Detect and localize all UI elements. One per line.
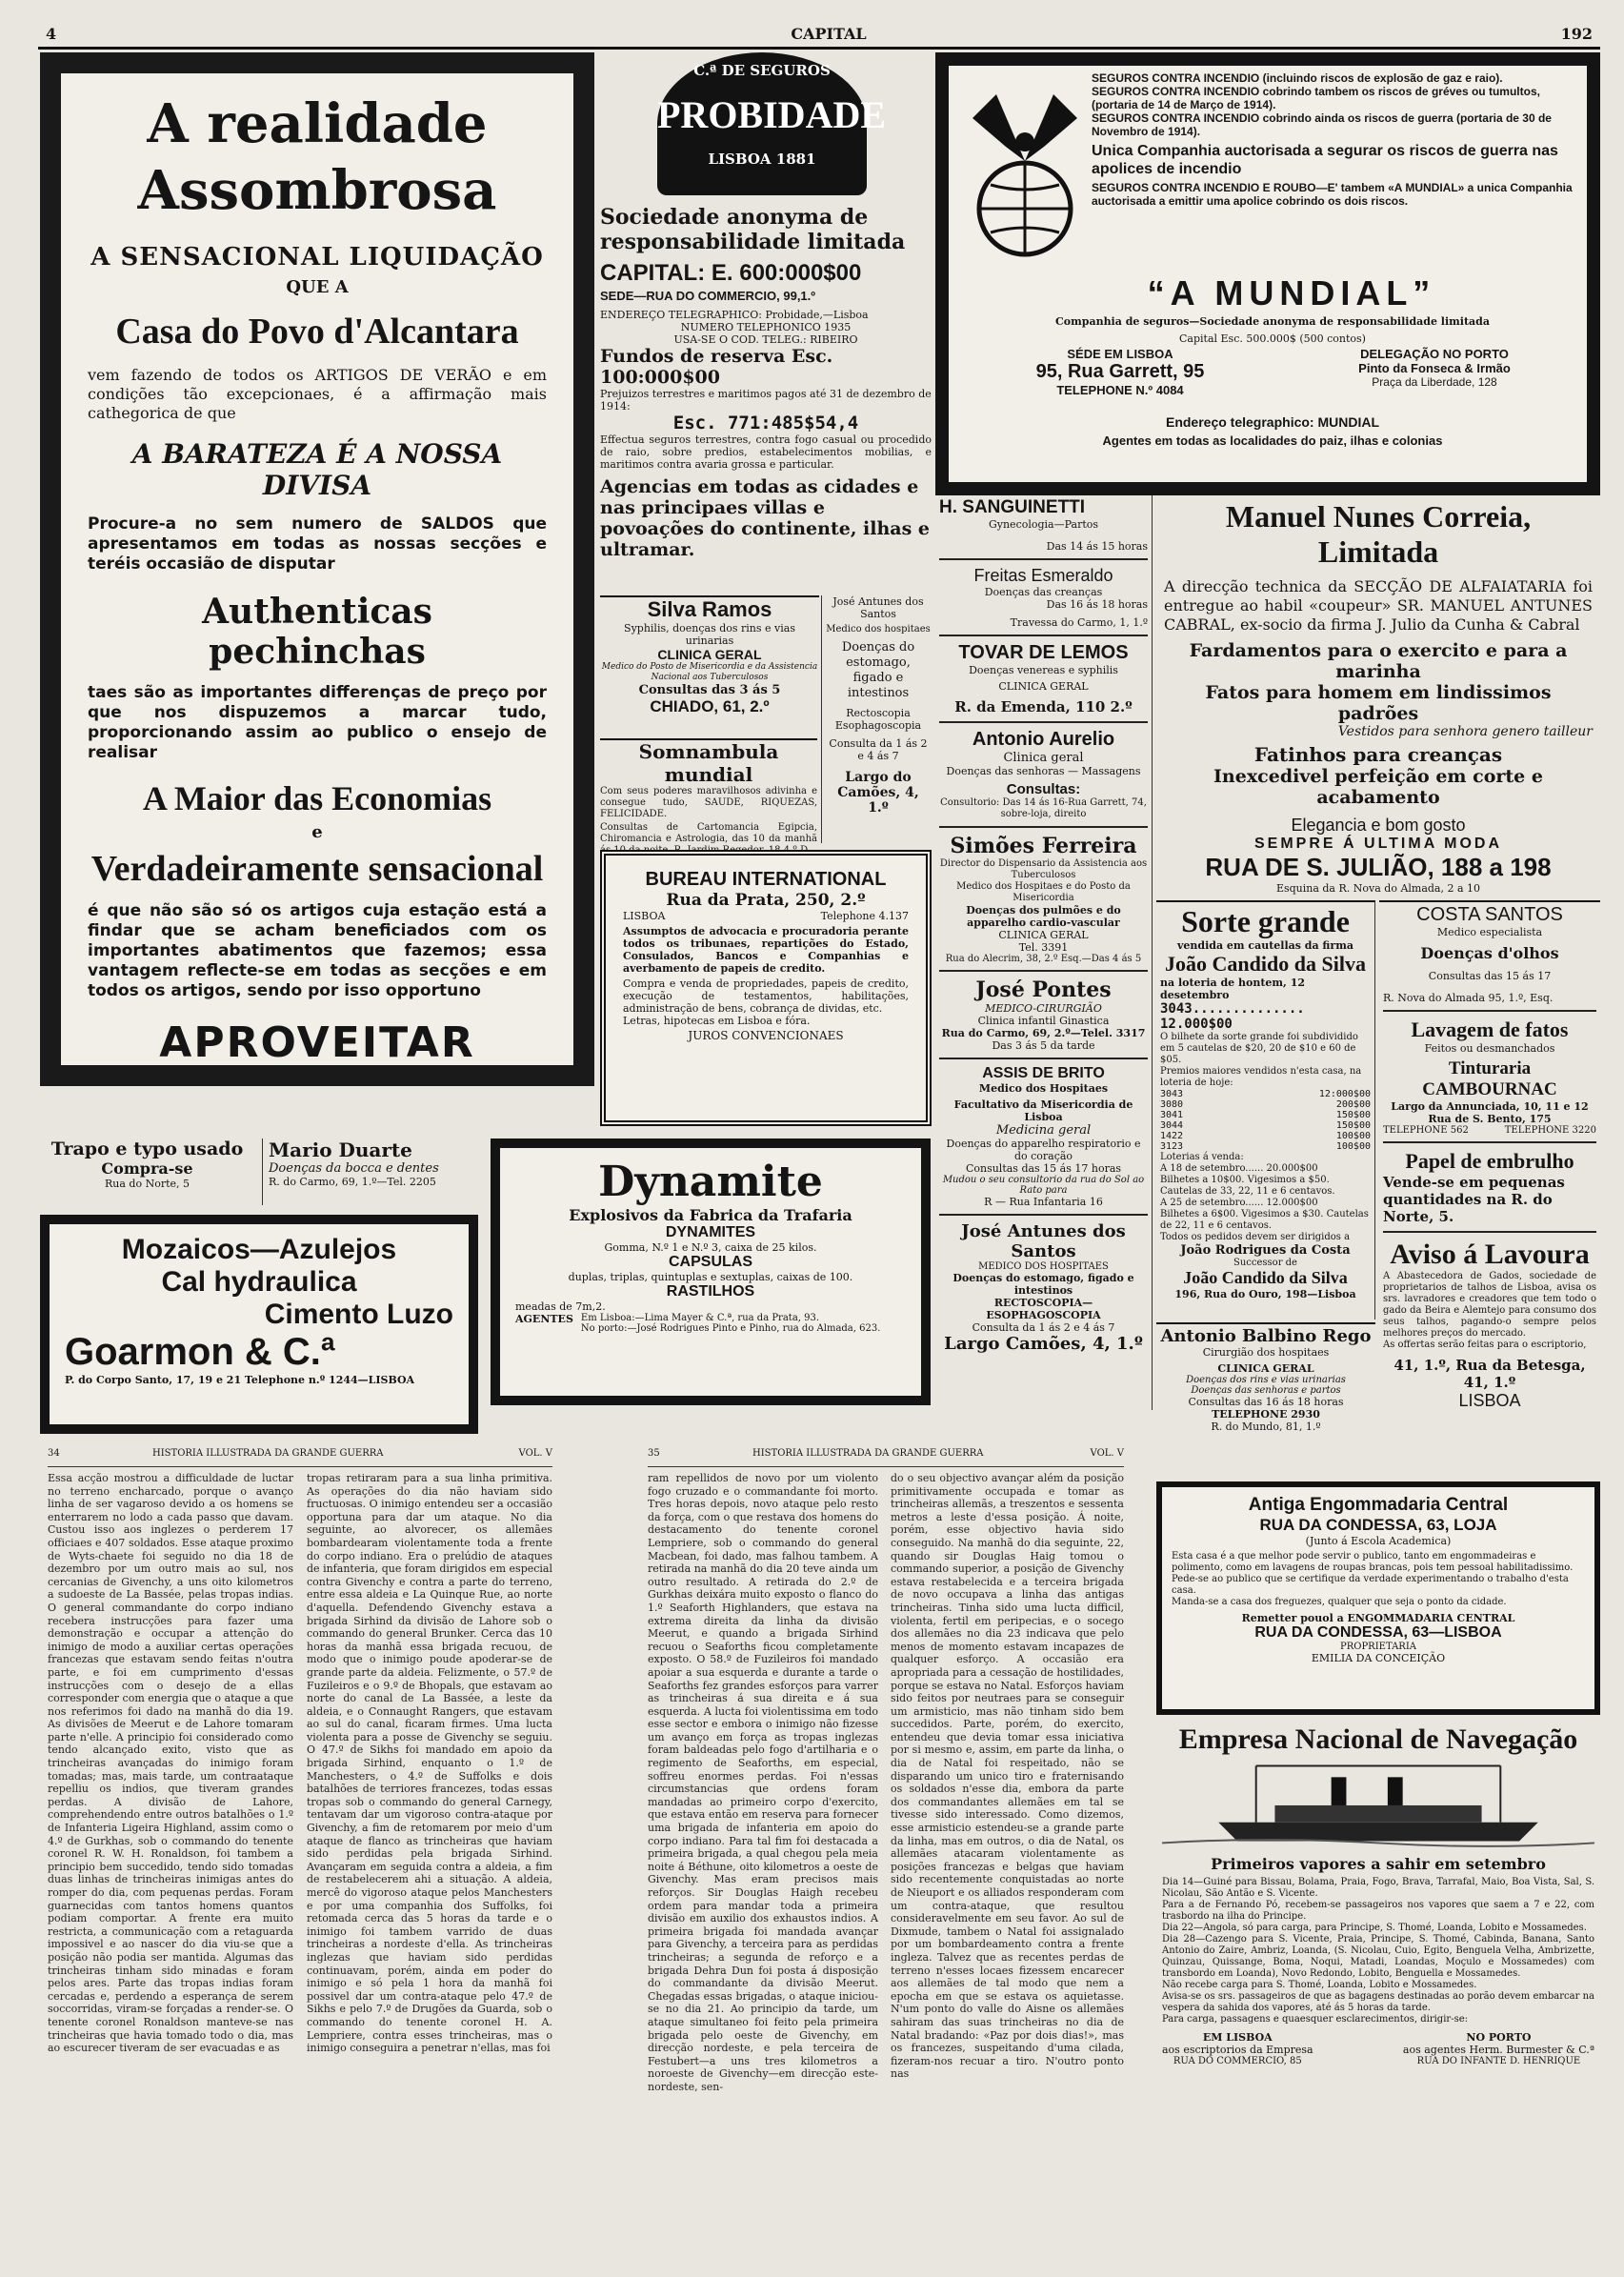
- pontes-2: Clinica infantil Ginastica: [977, 1015, 1110, 1027]
- empresa-8: Para carga, passagens e quaesquer esclarecimentos, dirigir-se:: [1162, 2014, 1468, 2025]
- empresa-10: aos escriptorios da Empresa: [1162, 2044, 1313, 2056]
- empresa-2: Dia 14—Guiné para Bissau, Bolama, Praia, Fogo, Brava, Tarrafal, Maio, Boa Vista, Sal, S. Nicolau, São Antão e S. Vicente.: [1162, 1877, 1594, 1899]
- ad-realidade-headline-2: Assombrosa: [137, 159, 497, 222]
- somnambula-name: Somnambula mundial: [638, 740, 779, 786]
- sanguinetti-2: Das 14 ás 15 horas: [1046, 540, 1148, 553]
- silva-ramos-name: Silva Ramos: [647, 597, 772, 621]
- ad-jose-antunes-small: [821, 595, 931, 843]
- history-left-header: [48, 1448, 552, 1467]
- ad-realidade-headline-1: A realidade: [147, 92, 488, 155]
- dynamite-9: Em Lisboa:—Lima Mayer & C.ª, rua da Prata, 93.: [580, 1313, 820, 1323]
- engomm-name: Antiga Engommadaria Central: [1248, 1495, 1509, 1515]
- aurelio-1: Clinica geral: [1003, 751, 1084, 765]
- ad-realidade-para-2: Procure-a no sem numero de SALDOS que apresentamos em todas as nossas secções e teréis occasião de disputar: [88, 514, 547, 574]
- prize-amount: 12:000$00: [1318, 1089, 1371, 1099]
- sanguinetti-1: Gynecologia—Partos: [988, 518, 1099, 531]
- manuel-4: Fatinhos para creanças: [1253, 743, 1503, 766]
- empresa-11: RUA DO COMMERCIO, 85: [1173, 2056, 1302, 2066]
- history-left-page-no: 34: [48, 1448, 60, 1459]
- prize-row: [1160, 1099, 1371, 1110]
- santos-big-1: MEDICO DOS HOSPITAES: [978, 1261, 1109, 1272]
- tovar-name: TOVAR DE LEMOS: [958, 642, 1129, 663]
- ad-realidade-para-1: vem fazendo de todos os ARTIGOS DE VERÃO e em condições tão excepcionaes, é a affirmação mais cathegorica de que: [88, 366, 547, 422]
- ad-sorte-grande: [1156, 900, 1375, 1320]
- jose-antunes-small-4: Consulta da 1 ás 2 e 4 ás 7: [829, 737, 928, 762]
- dynamite-8: AGENTES: [515, 1313, 573, 1325]
- probidade-capital: CAPITAL: E. 600:000$00: [600, 260, 862, 286]
- freitas-3: Travessa do Carmo, 1, 1.º: [1010, 616, 1148, 629]
- sorte-16: 196, Rua do Ouro, 198—Lisboa: [1174, 1288, 1356, 1300]
- pontes-4: Das 3 ás 5 da tarde: [992, 1039, 1095, 1052]
- manuel-5: Inexcedivel perfeição em corte e acabamento: [1213, 766, 1543, 808]
- aurelio-3: Consultas:: [1006, 781, 1081, 797]
- pontes-1: MEDICO-CIRURGIÃO: [985, 1002, 1102, 1015]
- jose-antunes-small-5: Largo do Camões, 4, 1.º: [837, 770, 919, 816]
- mundial-porto-3: Praça da Liberdade, 128: [1372, 375, 1497, 389]
- probidade-prejuizos: Prejuizos terrestres e maritimos pagos até 31 de dezembro de 1914:: [600, 388, 932, 413]
- bureau-assumptos: Assumptos de advocacia e procuradoria perante todos os tribunaes, repartições do Estado, Consulados, Bancos e Companhias e averbamento de papeis de credito.: [623, 925, 909, 975]
- mozaicos-5: P. do Corpo Santo, 17, 19 e 21 Telephone n.º 1244—LISBOA: [65, 1374, 415, 1386]
- ad-balbino-rego: [1156, 1322, 1375, 1475]
- sorte-2: João Candido da Silva: [1165, 952, 1366, 976]
- aviso-1: A Abastecedora de Gados, sociedade de proprietarios de talhos de Lisboa, avisa os srs. lavradores e creadores que tem todo o gado da Beira e Alemtejo para consumo dos seus talhos, pagando-o sempre pelos melhores preços do mercado.: [1383, 1271, 1596, 1339]
- pontes-name: José Pontes: [975, 977, 1112, 1002]
- brito-4: Doenças do apparelho respiratorio e do coração: [946, 1138, 1141, 1162]
- aviso-2: As offertas serão feitas para o escriptorio,: [1383, 1340, 1587, 1350]
- probidade-logo-name: PROBIDADE: [657, 93, 887, 136]
- brito-3: Medicina geral: [995, 1123, 1092, 1138]
- page-number-left: 4: [46, 25, 57, 43]
- mundial-sede-3: TELEPHONE N.º 4084: [1056, 383, 1184, 397]
- prize-number: 3044: [1160, 1120, 1184, 1131]
- history-right-page-no: 35: [648, 1448, 660, 1459]
- aurelio-2: Doenças das senhoras — Massagens: [946, 765, 1141, 777]
- prize-row: [1160, 1120, 1371, 1131]
- silva-ramos-line-1: Syphilis, doenças dos rins e vias urinarias: [624, 622, 795, 647]
- ad-realidade-para-3: taes são as importantes differenças de preço por que nos dispuzemos a marcar tudo, proporcionando assim ao publico o ensejo de realisar: [88, 683, 547, 762]
- simoes-5: Tel. 3391: [1018, 941, 1069, 954]
- ad-manuel-nunes-correia: [1156, 495, 1600, 896]
- engomm-4: Pede-se ao publico que se certifique da verdade experimentando o trabalho d'esta casa.: [1172, 1574, 1569, 1596]
- empresa-1: Primeiros vapores a sahir em setembro: [1211, 1855, 1546, 1873]
- ad-realidade-sensacional: Verdadeiramente sensacional: [90, 849, 544, 889]
- santos-big-5: Largo Camões, 4, 1.º: [944, 1334, 1143, 1354]
- mozaicos-3: Cimento Luzo: [264, 1299, 453, 1330]
- aviso-name: Aviso á Lavoura: [1390, 1239, 1590, 1270]
- probidade-logo: [657, 52, 887, 195]
- brito-5: Consultas das 15 ás 17 horas: [965, 1162, 1122, 1175]
- page-number-right: 192: [1560, 25, 1593, 43]
- mundial-roubo: SEGUROS CONTRA INCENDIO E ROUBO—E' tambem «A MUNDIAL» a unica Companhia auctorisada a emittir uma apolice cobrindo os dois riscos.: [1092, 181, 1573, 208]
- prize-row: [1160, 1089, 1371, 1099]
- aurelio-4: Consultorio: Das 14 ás 16-Rua Garrett, 74, sobre-loja, direito: [940, 797, 1147, 819]
- prize-row: [1160, 1110, 1371, 1120]
- empresa-14: RUA DO INFANTE D. HENRIQUE: [1416, 2056, 1581, 2066]
- probidade-codigo: USA-SE O COD. TELEG.: RIBEIRO: [673, 333, 858, 346]
- manuel-3: Vestidos para senhora genero tailleur: [1337, 724, 1593, 739]
- santos-big-3: RECTOSCOPIA—ESOPHAGOSCOPIA: [986, 1297, 1101, 1321]
- somnambula-line-2: Consultas de Cartomancia Egipcia, Chiromancia e Astrologia, das 10 da manhã: [600, 822, 817, 844]
- mundial-incendio-3: SEGUROS CONTRA INCENDIO cobrindo ainda os riscos de guerra (portaria de 30 de Novembro de 1914).: [1092, 111, 1552, 138]
- mundial-sede-2: 95, Rua Garrett, 95: [1035, 361, 1205, 382]
- probidade-sede: SEDE—RUA DO COMMERCIO, 99,1.º: [600, 289, 816, 303]
- ad-mario-duarte: [262, 1138, 481, 1205]
- probidade-telephonico: NUMERO TELEPHONICO 1935: [680, 321, 852, 333]
- mundial-endereco: Endereço telegraphico: MUNDIAL: [1165, 414, 1380, 430]
- history-left-vol: VOL. V: [518, 1448, 552, 1459]
- manuel-name: Manuel Nunes Correia, Limitada: [1225, 499, 1532, 569]
- ad-realidade-casa-povo: Casa do Povo d'Alcantara: [115, 312, 519, 352]
- prize-row: [1160, 1131, 1371, 1141]
- probidade-seguros: Effectua seguros terrestres, contra fogo casual ou procedido de raio, sobre predios, estabelecimentos mobilias, e maritimos contra avaria grossa e particular.: [600, 433, 932, 471]
- silva-ramos-line-4: Consultas das 3 ás 5: [638, 683, 781, 697]
- prize-amount: 100$00: [1335, 1131, 1371, 1141]
- manuel-2: Fatos para homem em lindissimos padrões: [1205, 682, 1552, 724]
- empresa-3: Para a de Fernando Pó, recebem-se passageiros nos vapores que saem a 7 e 22, com trasbordo na ilha do Principe.: [1162, 1900, 1594, 1922]
- brito-1: Medico dos Hospitaes: [978, 1082, 1109, 1095]
- ad-realidade-liquidacao: A SENSACIONAL LIQUIDAÇÃO: [90, 243, 544, 272]
- sanguinetti-name: H. SANGUINETTI: [939, 497, 1086, 517]
- silva-ramos-line-5: CHIADO, 61, 2.º: [650, 697, 770, 715]
- ad-probidade: [600, 52, 932, 586]
- santos-big-name: José Antunes dos Santos: [961, 1221, 1126, 1261]
- ad-engommadaria: [1156, 1481, 1600, 1715]
- empresa-12: NO PORTO: [1466, 2031, 1532, 2044]
- history-left-col-1: Essa acção mostrou a difficuldade de luctar no terreno encharcado, porque o avanço linha de ser vagaroso devido a os homens se enterrarem no lodo a cada passo que davam. Custou isso aos inglezes o perderem 17 officiaes e 407 soldados. Esse ataque proximo de Wyts-chaete foi seguido no dia 18 de dezembro por um outro mais ao sul, nos cercanias de Givenchy, a uns oito kilometros a sudoeste de La Bassée, pelas tropas indias. O general commandante do corpo indiano recebera instrucções para fazer uma demonstração e occupar a attenção do inimigo de modo a auxiliar certas operações francezas que estavam sendo feitas n'outra parte, e foi em cumprimento d'essas instrucções com o desejo de a ellas corresponder com energia que o ataque a que nos referimos foi dado na manhã do dia 19. As divisões de Meerut e de Lahore tomaram parte n'elle. A principio foi considerado como tendo alcançado exito, visto que as trincheiras avançadas do inimigo foram tomadas; mas, mais tarde, um contraataque repelliu os indios, que tiveram grandes perdas. A divisão de Lahore, comprehendendo entre outros batalhões o 1.º de Infanteria Ligeira Highland, assim como o 4.º de Gurkhas, sob o commando do tenente coronel R. W. H. Ronaldson, foi tambem a principio bem succedido, tendo sido tomadas duas linhas de trincheiras inimigas antes do romper do dia, com pequenas perdas. Foram guarnecidas com tantos homens quantos podiam comportar. A frente era muito restricta, a communicação com a retaguarda impossivel e ao nascer do dia viu-se que a posição não podia ser mantida. Algumas das trincheiras tinham sido minadas e foram pelos ares. Parte das tropas indias foram cercadas e, perdendo a esperança de serem soccorridas, viram-se forçadas a render-se. O tenente coronel Ronaldson manteve-se nas trincheiras que havia tomado todo o dia, mas ao escurecer tiveram de ser evacuadas e as: [48, 1472, 293, 2055]
- bureau-city: LISBOA: [623, 910, 666, 922]
- mundial-companhia: Companhia de seguros—Sociedade anonyma de responsabilidade limitada: [1055, 315, 1490, 328]
- empresa-9: EM LISBOA: [1202, 2031, 1273, 2044]
- prize-number: 3041: [1160, 1110, 1184, 1120]
- ad-realidade-e: e: [311, 822, 323, 842]
- probidade-valor: Esc. 771:485$54,4: [672, 413, 859, 433]
- mundial-capital: Capital Esc. 500.000$ (500 contos): [1179, 332, 1366, 345]
- empresa-5: Dia 28—Cazengo para S. Vicente, Praia, Principe, S. Thomé, Cabinda, Banana, Santo Antonio do Zaire, Ambriz, Loanda, (S. Nicolau, Cuio, Egito, Benguela Velha, Ambrizette, Quinzau, Quissange, Boma, Noqui, Matadi, Loandas, Moçulo e Mossamedes) com transbordo em Loanda), Novo Redondo, Lobito, Benguella e Mossamedes.: [1162, 1934, 1594, 1979]
- mario-1: Doenças da bocca e dentes: [269, 1161, 439, 1176]
- empresa-4: Dia 22—Angola, só para carga, para Principe, S. Thomé, Loanda, Lobito e Mossamedes.: [1162, 1923, 1587, 1933]
- engomm-1: RUA DA CONDESSA, 63, LOJA: [1259, 1516, 1497, 1534]
- ad-a-mundial: [935, 52, 1600, 495]
- mundial-sede-1: SÉDE EM LISBOA: [1067, 347, 1173, 361]
- sorte-1: vendida em cautellas da firma: [1177, 939, 1353, 952]
- bureau-letras: Letras, hipotecas em Lisboa e fóra.: [623, 1015, 811, 1027]
- ad-somnambula: [600, 738, 817, 843]
- bureau-tel: Telephone 4.137: [820, 910, 909, 922]
- ad-bureau-international: [600, 850, 932, 1126]
- simoes-1: Director do Dispensario da Assistencia aos Tuberculosos: [939, 858, 1148, 880]
- brito-6: Mudou o seu consultorio da rua do Sol ao Rato para: [942, 1175, 1145, 1196]
- aviso-3: 41, 1.º, Rua da Betesga, 41, 1.º: [1393, 1357, 1586, 1391]
- history-left-col-2: tropas retiraram para a sua linha primitiva. As operações do dia não haviam sido fructuosas. O inimigo entendeu ser a occasião opportuna para dar um ataque. No dia seguinte, ao alvorecer, os allemães bombardearam violentamente toda a frente do corpo indiano. Era o prelúdio de ataques de infanteria, que foram dirigidos em especial contra Givenchy e contra a parte do terreno, entre essa aldeia e La Quinque Rue, ao norte d'aquella. Defendendo Givenchy estava a brigada Sirhind da divisão de Lahore sob o commando do general Brunker. Cerca das 10 horas da manhã essa brigada recuou, de modo que o inimigo poude apoderar-se de grande parte da aldeia. Felizmente, o 57.º de Fuzileiros e o 9.º de Bhopals, que estavam ao norte do canal de La Bassée, a leste da aldeia, e o Connaught Rangers, que estavam ao sul do canal, ficaram firmes. Uma lucta violenta para a posse de Givenchy se seguiu. O 47.º de Sikhs foi mandado em apoio da brigada Sirhind, enquanto o 1.º de Manchesters, o 4.º de Suffolks e dois batalhões de terriores francezes, todas essas tropas sob o commando do general Carnegy, tentavam dar um vigoroso contra-ataque por Givenchy, a fim de retomarem por meio d'um ataque de flanco as trincheiras que haviam sido perdidas pela brigada Sirhind. Avançaram em seguida contra a aldeia, a fim de restabelecerem ahi a situação. A aldeia, mercê do vigoroso ataque pelos Manchesters e por uma companhia dos Suffolks, foi retomada cerca das 5 horas da tarde e o inimigo foi tambem varrido de duas trincheiras a nordeste d'ella. As trincheiras inglezas que haviam sido perdidas continuavam, porém, ainda em poder do inimigo e só pela 1 hora da manhã foi possivel dar um contra-ataque pelo 47.º de Sikhs e pelo 7.º de Drugões da Guarda, sob o commando do tenente coronel H. A. Lempriere, contra esses trincheiras, mas o inimigo conseguira a penetrar n'ellas, mas foi: [307, 1472, 552, 2055]
- mundial-porto-2: Pinto da Fonseca & Irmão: [1358, 361, 1511, 375]
- silva-ramos-line-2: CLINICA GERAL: [657, 647, 762, 662]
- mundial-incendio-1: SEGUROS CONTRA INCENDIO (incluindo riscos de explosão de gaz e raio).: [1092, 71, 1503, 85]
- simoes-6: Rua do Alecrim, 38, 2.º Esq.—Das 4 ás 5: [945, 954, 1142, 964]
- dynamite-4: CAPSULAS: [668, 1254, 752, 1270]
- history-right-header: [648, 1448, 1124, 1467]
- dynamite-2: DYNAMITES: [665, 1224, 756, 1240]
- brito-7: R — Rua Infantaria 16: [984, 1196, 1103, 1208]
- sorte-prize-list: [1160, 1089, 1371, 1152]
- manuel-7: SEMPRE Á ULTIMA MODA: [1254, 836, 1502, 852]
- freitas-1: Doenças das creanças: [984, 586, 1103, 598]
- engomm-6: Remetter pouol a ENGOMMADARIA CENTRAL: [1241, 1612, 1515, 1624]
- probidade-fundos: Fundos de reserva Esc. 100:000$00: [600, 346, 833, 388]
- simoes-name: Simões Ferreira: [950, 834, 1137, 858]
- trapo-2: Rua do Norte, 5: [104, 1178, 190, 1190]
- mozaicos-4: Goarmon & C.ª: [65, 1331, 335, 1373]
- prize-amount: 150$00: [1335, 1120, 1371, 1131]
- pontes-3: Rua do Carmo, 69, 2.º—Telel. 3317: [941, 1027, 1146, 1039]
- prize-amount: 100$00: [1335, 1141, 1371, 1152]
- santos-big-2: Doenças do estomago, figado e intestinos: [952, 1272, 1134, 1297]
- balbino-1: Cirurgião dos hospitaes: [1202, 1346, 1330, 1359]
- sorte-11: Bilhetes a 6$00. Vigesimos a $30. Cautelas de 22, 11 e 6 centavos.: [1160, 1209, 1369, 1231]
- sorte-15: João Candido da Silva: [1183, 1268, 1348, 1287]
- history-right-col-2: do o seu objectivo avançar além da posição primitivamente occupada e tomar as trincheiras allemãs, a treszentos e sessenta metros a leste d'essa posição. Á noite, porém, esse objectivo havia sido conseguido. Na manhã do dia seguinte, 22, quando sir Douglas Haig tomou o commando superior, a posição de Givenchy estava restabelecida e a terceira brigada de novo occupava a linha das antigas trincheiras. Tinha sido uma lucta difficil, violenta, fertil em peripecias, e o socego dos allemães no dia 23 indicava que pelo menos de momento estavam incapazes de qualquer esforço. A occasião era apropriada para a cessação de hostilidades, porque se estava no Natal. Esforços haviam sido feitos por neutraes para se conseguir um armisticio, mas não tinham sido bem succedidos. Parte, porém, do exercito, entendeu que devia tomar essa iniciativa por si mesmo e, assim, em parte da linha, o dia de Natal foi respeitado, não se disparando um unico tiro e fraternisando os soldados n'esse dia, embora da parte dos commandantes allemães em tal se tivesse sido interessado. Como dizemos, esse armisticio estendeu-se a grande parte da linha, mas em outros, o dia de Natal, os allemães atacaram violentamente as posições francezas e belgas que haviam sido recentemente conquistadas ao norte de Nieuport e os alliados responderam com um contra-ataque, que resultou consideravelmente em seu favor. Ao sul de Dixmude, tambem o Natal foi assignalado por um bombardeamento contra a frente ingleza. Talvez que as recentes perdas de terreno n'esses locaes fizessem encarecer aos allemães de tal modo que nem a epocha em que se estava os aquietasse. N'um ponto do valle do Aisne os allemães sahiram das suas trincheiras no dia de Natal bradando: «Paz por dois dias!», mas os francezes, suspeitando d'uma cilada, fizeram-nos recuar a tiro. N'outro ponto nas: [891, 1472, 1124, 2081]
- jose-antunes-small-1: Medico dos hospitaes: [826, 624, 931, 635]
- ad-realidade-pechinchas: Authenticas pechinchas: [202, 592, 432, 672]
- sorte-10: A 25 de setembro...... 12.000$00: [1160, 1198, 1318, 1208]
- balbino-2: CLINICA GERAL: [1217, 1362, 1314, 1375]
- newspaper-title: CAPITAL: [791, 25, 867, 43]
- brito-2: Facultativo da Misericordia de Lisboa: [953, 1098, 1133, 1123]
- sorte-12: Todos os pedidos devem ser dirigidos a: [1160, 1232, 1351, 1242]
- mundial-porto-1: DELEGAÇÃO NO PORTO: [1360, 347, 1509, 361]
- prize-number: 3123: [1160, 1141, 1184, 1152]
- prize-amount: 150$00: [1335, 1110, 1371, 1120]
- somnambula-line-1: Com seus poderes maravilhosos adivinha e consegue tudo, SAUDE, RIQUEZAS, FELICIDADE.: [600, 786, 817, 819]
- balbino-5: Consultas das 16 ás 18 horas: [1188, 1396, 1344, 1408]
- engomm-7: RUA DA CONDESSA, 63—LISBOA: [1254, 1624, 1502, 1641]
- ad-realidade-divisa: A BARATEZA É A NOSSA DIVISA: [131, 438, 503, 501]
- ad-mozaicos: [40, 1215, 478, 1434]
- mundial-agentes: Agentes em todas as localidades do paiz, ilhas e colonias: [1102, 433, 1443, 448]
- ad-realidade-que-a: QUE A: [286, 277, 349, 297]
- dynamite-1: Explosivos da Fabrica da Trafaria: [569, 1206, 852, 1224]
- dynamite-3: Gomma, N.º 1 e N.º 3, caixa de 25 kilos.: [604, 1241, 817, 1254]
- trapo-1: Compra-se: [101, 1159, 193, 1178]
- sorte-8: A 18 de setembro...... 20.000$00: [1160, 1163, 1318, 1174]
- freitas-2: Das 16 ás 18 horas: [1046, 598, 1148, 611]
- steamship-icon: [1162, 1756, 1594, 1851]
- bureau-name: BUREAU INTERNATIONAL: [645, 869, 887, 890]
- probidade-logo-bottom: LISBOA 1881: [708, 151, 816, 168]
- manuel-para: A direcção technica da SECÇÃO DE ALFAIATARIA foi entregue ao habil «coupeur» SR. MANUEL ANTUNES CABRAL, ex-socio da firma J. Julio da Cunha & Cabral: [1164, 577, 1593, 634]
- right-small-ads-column: [1379, 900, 1600, 1548]
- sorte-7: Loterias á venda:: [1160, 1152, 1244, 1162]
- tovar-2: CLINICA GERAL: [998, 680, 1089, 693]
- engomm-3: Esta casa é a que melhor pode servir o publico, tanto em engommadeiras e polimento, como em lavagens de roupas brancas, pois tem pessoal habilitadissimo.: [1172, 1551, 1574, 1573]
- ad-silva-ramos: [600, 595, 819, 734]
- manuel-1: Fardamentos para o exercito e para a marinha: [1189, 640, 1568, 682]
- manuel-9: Esquina da R. Nova do Almada, 2 a 10: [1275, 882, 1481, 895]
- dynamite-7: meadas de 7m,2.: [515, 1300, 606, 1313]
- costa-name: COSTA SANTOS: [1416, 904, 1563, 925]
- sorte-9: Bilhetes a 10$00. Vigesimos a $50. Cautelas de 33, 22, 11 e 6 centavos.: [1160, 1175, 1335, 1197]
- ad-empresa-navegacao: [1156, 1720, 1600, 2267]
- dynamite-name: Dynamite: [598, 1158, 823, 1206]
- lavagem-2: Tinturaria CAMBOURNAC: [1422, 1058, 1557, 1099]
- lavagem-5: TELEPHONE 562: [1383, 1125, 1469, 1136]
- empresa-13: aos agentes Herm. Burmester & C.ª: [1402, 2044, 1594, 2056]
- probidade-agencias: Agencias em todas as cidades e nas principaes villas e povoações do continente, ilhas e ultramar.: [600, 476, 931, 560]
- costa-1: Medico especialista: [1436, 926, 1543, 938]
- balbino-3: Doenças dos rins e vias urinarias: [1186, 1375, 1346, 1385]
- simoes-2: Medico dos Hospitaes e do Posto da Misericordia: [956, 881, 1131, 903]
- lavagem-name: Lavagem de fatos: [1411, 1018, 1569, 1041]
- mario-name: Mario Duarte: [269, 1138, 412, 1161]
- balbino-7: R. do Mundo, 81, 1.º: [1211, 1421, 1321, 1433]
- prize-number: 1422: [1160, 1131, 1184, 1141]
- history-right-col-1: ram repellidos de novo por um violento fogo cruzado e o commandante foi morto. Tres horas depois, novo ataque pelo resto da força, com o que restava dos homens do destacamento do tenente coronel Lempriere, sob o commando do general Macbean, foi dado, mas falhou tambem. A retirada na manhã do dia 20 teve ainda um outro resultado. A retirada do 2.º de Gurkhas deixára muito exposto o flanco do 1.º Seaforth Highlanders, que estava na extrema direita da linha da divisão Meerut, e quando a brigada Sirhind recuou o Seaforths ficou completamente exposto. O 58.º de Fuzileiros foi mandado apoiar a sua esquerda e durante a tarde o Seaforths fez grandes esforços para varrer as trincheiras á sua direita e á sua esquerda. A lucta foi violentissima em todo esse sector e embora o inimigo não fizesse um avanço em força as tropas inglezas foram baldeadas pelo fogo d'artilharia e o regimento de Seaforths, em especial, soffreu enormes perdas. Foi n'essas circumstancias que ordens foram mandadas ao primeiro corpo d'exercito, que estava então em reserva para fornecer uma brigada de infanteria em apoio do corpo indiano. Para tal fim foi destacada a primeira brigada, a qual chegou pela meia noite á Béthune, oito kilometros a oeste de Givenchy. Mas eram precisos mais reforços. Sir Douglas Haigh recebeu ordem para mandar toda a primeira divisão em auxilio dos exhaustos indios. A primeira brigada foi mandada avançar para Givenchy, a terceira para as perdidas trincheiras; a segunda de reforço e a brigada Dehra Dun foi posta á disposição do commandante da divisão Meerut. Chegadas essas brigadas, o ataque iniciou-se no dia 21. Ao principio da tarde, um ataque simultaneo foi feito pela primeira brigada pelo oeste de Givenchy, em direcção nordeste, e pela terceira de Festubert—a uns tres kilometros a noroeste de Givenchy—em direcção este-nordeste, sen-: [648, 1472, 878, 2093]
- mario-2: R. do Carmo, 69, 1.º—Tel. 2205: [269, 1176, 436, 1188]
- balbino-name: Antonio Balbino Rego: [1160, 1326, 1372, 1346]
- manuel-8: RUA DE S. JULIÃO, 188 a 198: [1205, 853, 1552, 881]
- history-right-running-title: HISTORIA ILLUSTRADA DA GRANDE GUERRA: [752, 1448, 984, 1459]
- costa-3: Consultas das 15 ás 17: [1428, 970, 1552, 982]
- papel-name: Papel de embrulho: [1405, 1149, 1574, 1173]
- empresa-7: Avisa-se os srs. passageiros de que as bagagens destinadas ao porão devem embarcar na vespera da sahida dos vapores, até ás 5 horas da tarde.: [1162, 1991, 1594, 2013]
- lavagem-1: Feitos ou desmanchados: [1424, 1042, 1555, 1055]
- mozaicos-2: Cal hydraulica: [161, 1266, 357, 1298]
- sorte-6: Premios maiores vendidos n'esta casa, na loteria de hoje:: [1160, 1066, 1362, 1088]
- mundial-name: “A MUNDIAL”: [1147, 273, 1436, 312]
- simoes-4: CLINICA GERAL: [998, 929, 1089, 941]
- ad-realidade-para-4: é que não são só os artigos cuja estação está a findar que se acham beneficiados com os importantes abatimentos que fazemos; essa vantagem reflecte-se em todas as secções e em todos os artigos, sendo por isso opportuno: [88, 901, 547, 1000]
- jose-antunes-small-name: José Antunes dos Santos: [832, 595, 924, 620]
- sorte-4: 3043.............. 12.000$00: [1160, 1001, 1305, 1032]
- newspaper-header: [38, 21, 1600, 50]
- ad-realidade-assombrosa: [40, 52, 594, 1086]
- jose-antunes-small-3: Rectoscopia Esophagoscopia: [834, 707, 922, 732]
- dynamite-5: duplas, triplas, quintuplas e sextuplas, caixas de 100.: [568, 1271, 853, 1283]
- ad-trapo: [40, 1138, 254, 1205]
- brito-name: ASSIS DE BRITO: [982, 1065, 1105, 1081]
- empresa-name: Empresa Nacional de Navegação: [1178, 1723, 1578, 1755]
- history-left-running-title: HISTORIA ILLUSTRADA DA GRANDE GUERRA: [152, 1448, 384, 1459]
- prize-row: [1160, 1141, 1371, 1152]
- costa-4: R. Nova do Almada 95, 1.º, Esq.: [1383, 992, 1554, 1004]
- bureau-compra: Compra e venda de propriedades, papeis de credito, execução de testamentos, habilitações, administração de bens, cobrança de dividas, etc.: [623, 977, 909, 1015]
- silva-ramos-line-3: Medico do Posto de Misericordia e da Assistencia Nacional aos Tuberculosos: [601, 662, 818, 682]
- ad-realidade-economias: A Maior das Economias: [142, 779, 492, 817]
- papel-1: Vende-se em pequenas quantidades na R. do Norte, 5.: [1383, 1174, 1565, 1225]
- manuel-6: Elegancia e bom gosto: [1291, 816, 1466, 835]
- prize-number: 3080: [1160, 1099, 1184, 1110]
- history-right-vol: VOL. V: [1090, 1448, 1124, 1459]
- dynamite-10: No porto:—José Rodrigues Pinto e Pinho, rua do Almada, 623.: [580, 1323, 881, 1334]
- tovar-3: R. da Emenda, 110 2.º: [954, 698, 1133, 715]
- tovar-1: Doenças venereas e syphilis: [969, 664, 1118, 676]
- engomm-9: EMILIA DA CONCEIÇÃO: [1311, 1652, 1446, 1664]
- bureau-address: Rua da Prata, 250, 2.º: [666, 891, 866, 910]
- lavagem-4: Rua de S. Bento, 175: [1428, 1113, 1552, 1125]
- probidade-sociedade: Sociedade anonyma de responsabilidade limitada: [600, 205, 906, 254]
- aviso-4: LISBOA: [1458, 1391, 1521, 1410]
- prize-amount: 200$00: [1335, 1099, 1371, 1110]
- ad-dynamite: [491, 1138, 931, 1405]
- engomm-2: (Junto á Escola Academica): [1305, 1535, 1452, 1547]
- santos-big-4: Consulta da 1 ás 2 e 4 ás 7: [972, 1321, 1115, 1334]
- prize-number: 3043: [1160, 1089, 1184, 1099]
- ad-realidade-aproveitar: APROVEITAR: [159, 1018, 475, 1067]
- costa-2: Doenças d'olhos: [1420, 944, 1559, 962]
- empresa-6: Não recebe carga para S. Thomé, Loanda, Lobito e Mossamedes.: [1162, 1980, 1477, 1990]
- dynamite-6: RASTILHOS: [666, 1283, 755, 1300]
- engomm-8: PROPRIETARIA: [1339, 1642, 1416, 1652]
- sorte-3: na loteria de hontem, 12 desetembro: [1160, 977, 1306, 1001]
- probidade-telegraphico: ENDEREÇO TELEGRAPHICO: Probidade,—Lisboa: [600, 309, 869, 321]
- bureau-juros: JUROS CONVENCIONAES: [688, 1029, 844, 1042]
- trapo-name: Trapo e typo usado: [50, 1138, 244, 1159]
- sorte-name: Sorte grande: [1181, 904, 1350, 938]
- mozaicos-1: Mozaicos—Azulejos: [121, 1234, 397, 1265]
- eagle-globe-icon: [968, 75, 1082, 266]
- aurelio-name: Antonio Aurelio: [972, 729, 1115, 750]
- lavagem-3: Largo da Annunciada, 10, 11 e 12: [1391, 1100, 1589, 1113]
- engomm-5: Manda-se a casa dos freguezes, qualquer que seja o ponto da cidade.: [1172, 1597, 1507, 1607]
- sorte-13: João Rodrigues da Costa: [1180, 1243, 1351, 1258]
- simoes-3: Doenças dos pulmões e do apparelho cardio-vascular: [966, 904, 1121, 929]
- mundial-unica: Unica Companhia auctorisada a segurar os riscos de guerra nas apolices de incendio: [1092, 143, 1558, 177]
- doctors-column: [935, 495, 1153, 1410]
- probidade-logo-top: C.ª DE SEGUROS: [693, 62, 831, 79]
- jose-antunes-small-2: Doenças do estomago, figado e intestinos: [841, 640, 915, 700]
- mundial-incendio-2: SEGUROS CONTRA INCENDIO cobrindo tambem os riscos de gréves ou tumultos, (portaria de 14 de Março de 1914).: [1092, 85, 1540, 111]
- sorte-5: O bilhete da sorte grande foi subdividido em 5 cautelas de $20, 20 de $10 e 60 de $05.: [1160, 1032, 1358, 1065]
- balbino-6: TELEPHONE 2930: [1212, 1408, 1320, 1421]
- sorte-14: Successor de: [1233, 1258, 1297, 1268]
- lavagem-6: TELEPHONE 3220: [1504, 1125, 1596, 1136]
- balbino-4: Doenças das senhoras e partos: [1191, 1385, 1341, 1396]
- freitas-name: Freitas Esmeraldo: [973, 566, 1113, 585]
